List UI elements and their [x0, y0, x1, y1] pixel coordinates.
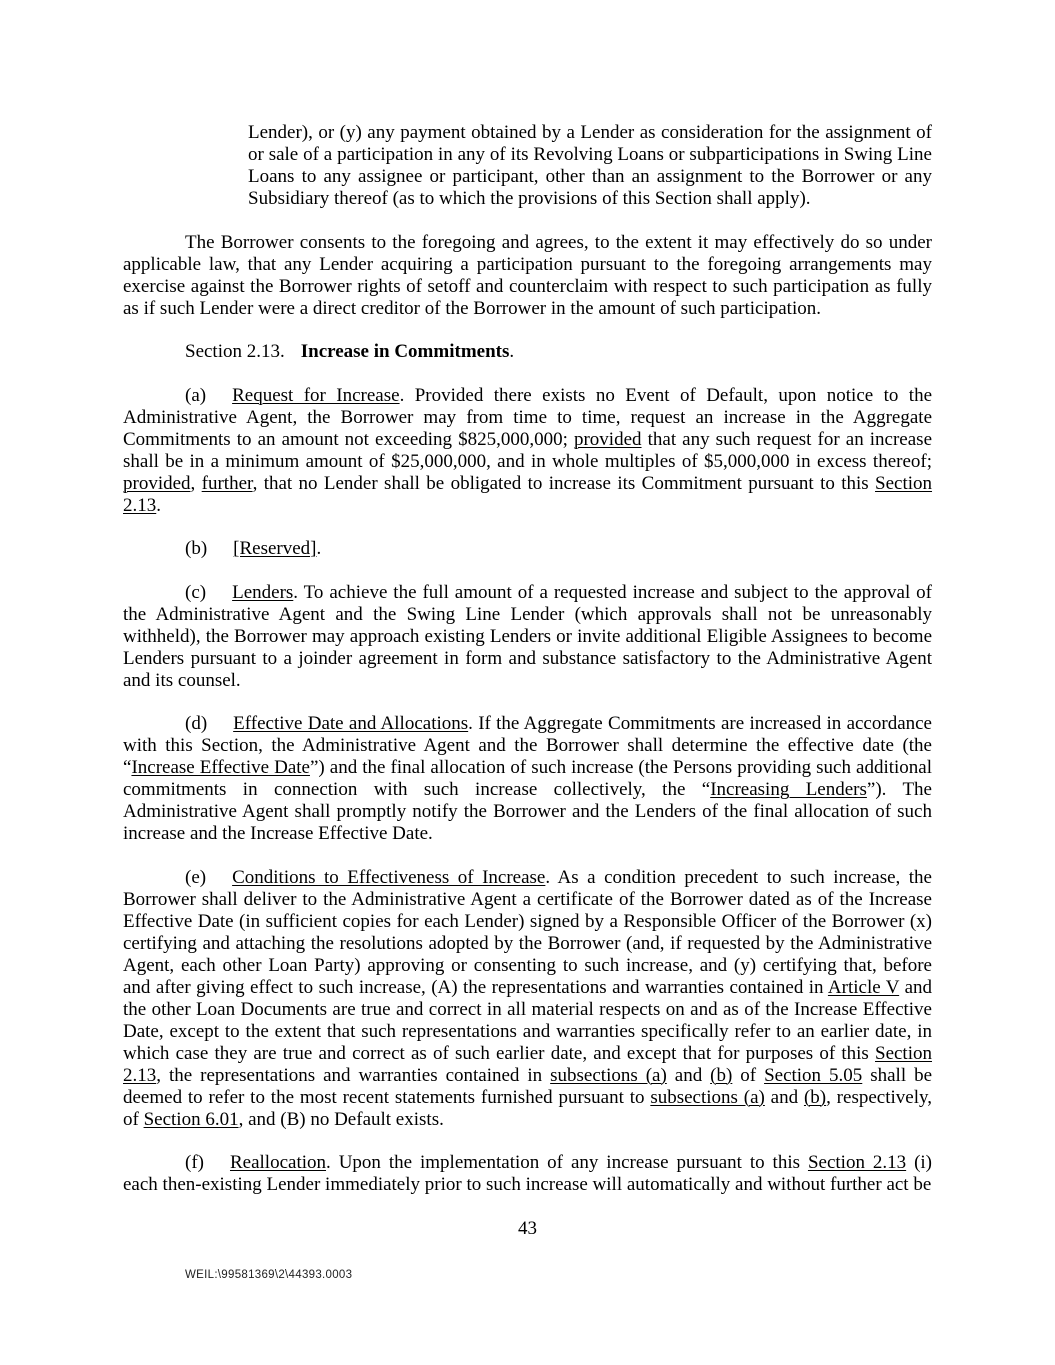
text-run: ”) and the final allocation of such increase (the Persons providing such additional commitments in connection with such increase collectively, the “: [123, 757, 932, 800]
text-run: ,: [190, 472, 202, 494]
underlined-text: Increasing Lenders: [710, 779, 867, 800]
tab-spacer: [204, 1152, 230, 1174]
clause-e-conditions-to-effectiveness: [123, 867, 932, 1131]
tab-spacer: [206, 385, 232, 407]
underlined-text: Conditions to Effectiveness of Increase: [232, 866, 546, 888]
text-run: shall be deemed to refer to the most recent statements furnished pursuant to: [123, 1064, 933, 1108]
clause-a-request-for-increase: [123, 385, 932, 517]
underlined-text: Effective Date and Allocations: [233, 713, 469, 734]
clause-d-effective-date-and-allocations: [123, 713, 932, 845]
text-run: (c): [185, 581, 207, 603]
underlined-text: [Reserved]: [233, 538, 317, 559]
blockquote-paragraph-lender-payment: [248, 122, 932, 210]
underlined-text: Section 2.13: [123, 1042, 932, 1086]
underlined-text: provided: [123, 472, 191, 494]
text-run: ”). The Administrative Agent shall promptly notify the Borrower and the Lenders of the final allocation of such increase and the Increase Effective Date.: [123, 779, 932, 844]
tab-spacer: [285, 341, 301, 363]
text-run: . As a condition precedent to such increase, the Borrower shall deliver to the Administrative Agent a certificate of the Borrower dated as of the Increase Effective Date (in sufficient copies for each Lender) signed by a Responsible Officer of the Borrower (x) certifying and attaching the resolutions adopted by the Borrower (and, if requested by the Administrative Agent, each other Loan Party) approving or consenting to such increase, and (y) certifying that, before and after giving effect to such increase, (A) the representations and warranties contained in: [123, 866, 932, 998]
text-run: and the other Loan Documents are true and correct in all material respects on and as of the Increase Effective Date, except to the extent that such representations and warranties specifically refer to an earlier date, in which case they are true and correct as of such earlier date, and except that for purposes of this: [123, 976, 932, 1064]
text-run: . To achieve the full amount of a requested increase and subject to the approval of the Administrative Agent and the Swing Line Lender (which approvals shall not be unreasonably withheld), the Borrower may approach existing Lenders or invite additional Eligible Assignees to become Lenders pursuant to a joinder agreement in form and substance satisfactory to the Administrative Agent and its counsel.: [123, 581, 932, 691]
text-run: .: [316, 538, 322, 559]
text-run: . Upon the implementation of any increase pursuant to this: [326, 1152, 808, 1173]
clause-c-lenders: [123, 582, 932, 692]
text-run: , and (B) no Default exists.: [238, 1108, 444, 1130]
text-run: The Borrower consents to the foregoing and agrees, to the extent it may effectively do so under applicable law, that any Lender acquiring a participation pursuant to the foregoing arrangements may exercise against the Borrower rights of setoff and counterclaim with respect to such participation as fully as if such Lender were a direct creditor of the Borrower in the amount of such participation.: [123, 231, 932, 319]
underlined-text: Request for Increase: [232, 384, 400, 406]
clause-b-reserved: [123, 538, 932, 560]
underlined-text: Increase Effective Date: [131, 757, 310, 778]
underlined-text: provided: [573, 428, 642, 450]
text-run: and: [666, 1064, 711, 1086]
text-run: . Provided there exists no Event of Default, upon notice to the Administrative Agent, the Borrower may from time to time, request an increase in the Aggregate Commitments to an amount not exceeding $825,000,000;: [123, 384, 933, 450]
text-run: (d): [185, 713, 208, 734]
text-run: Section 2.13.: [185, 341, 285, 362]
underlined-text: subsections (a): [650, 1086, 765, 1108]
section-2-13-heading: [123, 341, 932, 363]
underlined-text: Section 2.13: [123, 472, 933, 516]
text-run: that any such request for an increase shall be in a minimum amount of $25,000,000, and in whole multiples of $5,000,000 in excess thereof;: [123, 428, 932, 472]
bold-text: Increase in Commitments: [300, 341, 510, 362]
underlined-text: Section 5.05: [764, 1064, 863, 1086]
tab-spacer: [206, 582, 232, 604]
underlined-text: Section 2.13: [807, 1152, 907, 1173]
text-run: .: [156, 494, 161, 516]
text-run: Lender), or (y) any payment obtained by a Lender as consideration for the assignment of or sale of a participation in any of its Revolving Loans or subparticipations in Swing Line Loans to any assignee or participant, other than an assignment to the Borrower or any Subsidiary thereof (as to which the provisions of this Section shall apply).: [248, 122, 932, 209]
text-run: , that no Lender shall be obligated to increase its Commitment pursuant to this: [252, 472, 876, 494]
text-run: of: [732, 1064, 765, 1086]
tab-spacer: [207, 538, 233, 560]
underlined-text: further: [201, 472, 253, 494]
underlined-text: Section 6.01: [143, 1108, 239, 1130]
text-run: (a): [185, 384, 207, 406]
text-run: (e): [185, 866, 207, 888]
text-run: .: [509, 341, 515, 362]
underlined-text: Reallocation: [229, 1152, 327, 1173]
text-run: (i) each then-existing Lender immediately prior to such increase will automatically and without further act be: [123, 1152, 933, 1195]
underlined-text: (b): [710, 1064, 733, 1086]
underlined-text: subsections (a): [550, 1064, 667, 1086]
text-run: , the representations and warranties contained in: [156, 1064, 551, 1086]
paragraph-borrower-consents: [123, 232, 932, 320]
document-id-footer: WEIL:\99581369\2\44393.0003: [185, 1269, 353, 1281]
text-run: and: [764, 1086, 804, 1108]
clause-f-reallocation: [123, 1152, 932, 1196]
page-number: 43: [518, 1217, 537, 1239]
tab-spacer: [207, 713, 233, 735]
underlined-text: Article V: [827, 976, 900, 998]
text-run: , respectively, of: [123, 1086, 932, 1130]
tab-spacer: [206, 867, 232, 889]
text-run: . If the Aggregate Commitments are increased in accordance with this Section, the Administrative Agent and the Borrower shall determine the effective date (the “: [123, 713, 932, 778]
text-run: (b): [185, 538, 208, 559]
underlined-text: Lenders: [232, 581, 294, 603]
text-run: (f): [185, 1152, 204, 1173]
underlined-text: (b): [803, 1086, 827, 1108]
